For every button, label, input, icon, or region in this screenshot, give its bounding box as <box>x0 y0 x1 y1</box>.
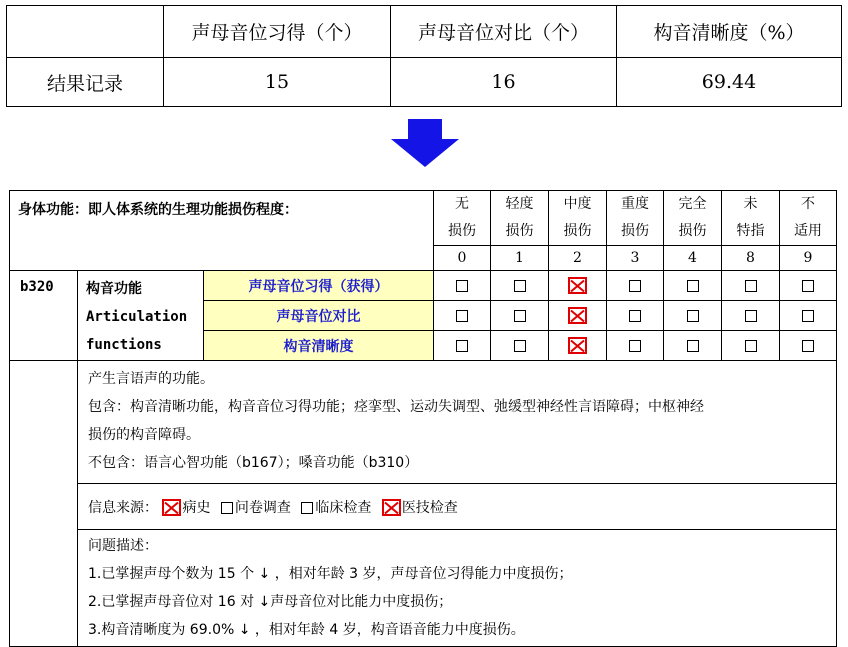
source-questionnaire[interactable]: 问卷调查 <box>221 500 291 516</box>
definition-block <box>78 361 837 484</box>
function-name <box>78 271 204 361</box>
checked-x-icon <box>568 277 587 294</box>
checkbox-con-1[interactable] <box>491 301 549 331</box>
checkbox-cla-2[interactable] <box>549 331 607 361</box>
info-source-label: 信息来源： <box>88 499 158 516</box>
checkbox-acq-4[interactable] <box>664 271 722 301</box>
results-header-empty <box>7 6 164 58</box>
checkbox-acq-0[interactable] <box>434 271 491 301</box>
level-code-3: 3 <box>607 246 664 271</box>
checked-x-icon <box>568 337 587 354</box>
checkbox-icon <box>301 502 313 514</box>
results-table <box>6 5 842 107</box>
assessment-header-title: 身体功能：即人体系统的生理功能损伤程度： <box>10 191 434 271</box>
includes-text-1: 包含：构音清晰功能，构音音位习得功能；痉挛型、运动失调型、弛缓型神经性言语障碍；中枢神经 <box>88 399 704 415</box>
results-header-clarity: 构音清晰度（%） <box>617 6 842 58</box>
checked-x-icon <box>568 307 587 324</box>
checkbox-con-8[interactable] <box>722 301 780 331</box>
level-code-1: 1 <box>491 246 549 271</box>
checkbox-acq-1[interactable] <box>491 271 549 301</box>
checkbox-acq-2[interactable] <box>549 271 607 301</box>
checked-x-icon <box>162 499 181 516</box>
problem-item: 2.已掌握声母音位对 16 对 ↓声母音位对比能力中度损伤； <box>88 594 453 610</box>
checked-x-icon <box>382 499 401 516</box>
function-code: b320 <box>10 271 78 361</box>
level-header-3: 重度 损伤 <box>607 191 664 246</box>
left-blank-cell <box>10 361 78 647</box>
checkbox-acq-3[interactable] <box>607 271 664 301</box>
level-code-4: 4 <box>664 246 722 271</box>
checkbox-icon <box>221 502 233 514</box>
level-code-8: 8 <box>722 246 780 271</box>
checkbox-con-4[interactable] <box>664 301 722 331</box>
checkbox-cla-0[interactable] <box>434 331 491 361</box>
assessment-table <box>9 190 837 647</box>
down-arrow-icon <box>391 119 459 167</box>
item-label-clarity: 构音清晰度 <box>204 331 434 361</box>
level-code-2: 2 <box>549 246 607 271</box>
checkbox-con-0[interactable] <box>434 301 491 331</box>
checkbox-con-3[interactable] <box>607 301 664 331</box>
results-header-acquisition: 声母音位习得（个） <box>164 6 391 58</box>
source-clinical-exam[interactable]: 临床检查 <box>301 500 371 516</box>
problem-item: 3.构音清晰度为 69.0% ↓ ，相对年龄 4 岁，构音语音能力中度损伤。 <box>88 622 525 638</box>
item-label-acquisition: 声母音位习得（获得） <box>204 271 434 301</box>
source-medical-history[interactable]: 病史 <box>162 500 210 516</box>
level-header-0: 无 损伤 <box>434 191 491 246</box>
checkbox-cla-3[interactable] <box>607 331 664 361</box>
results-value-clarity: 69.44 <box>617 58 842 107</box>
definition-text: 产生言语声的功能。 <box>88 371 214 387</box>
function-name-cn: 构音功能 <box>86 281 142 297</box>
level-header-4: 完全 损伤 <box>664 191 722 246</box>
level-header-1: 轻度 损伤 <box>491 191 549 246</box>
problem-item: 1.已掌握声母个数为 15 个 ↓ ，相对年龄 3 岁，声母音位习得能力中度损伤； <box>88 566 573 582</box>
checkbox-cla-9[interactable] <box>780 331 837 361</box>
source-technical-exam[interactable]: 医技检查 <box>382 500 458 516</box>
results-value-acquisition: 15 <box>164 58 391 107</box>
info-source-row <box>78 484 837 530</box>
checkbox-cla-4[interactable] <box>664 331 722 361</box>
results-value-contrast: 16 <box>391 58 617 107</box>
includes-text-2: 损伤的构音障碍。 <box>88 427 200 443</box>
function-name-en-1: Articulation <box>86 309 188 325</box>
level-header-2: 中度 损伤 <box>549 191 607 246</box>
level-header-9: 不 适用 <box>780 191 837 246</box>
checkbox-acq-8[interactable] <box>722 271 780 301</box>
checkbox-cla-1[interactable] <box>491 331 549 361</box>
checkbox-con-9[interactable] <box>780 301 837 331</box>
checkbox-cla-8[interactable] <box>722 331 780 361</box>
checkbox-acq-9[interactable] <box>780 271 837 301</box>
results-row-label: 结果记录 <box>7 58 164 107</box>
excludes-text: 不包含：语言心智功能（b167）；嗓音功能（b310） <box>88 455 419 471</box>
level-code-9: 9 <box>780 246 837 271</box>
function-name-en-2: functions <box>86 337 162 353</box>
item-label-contrast: 声母音位对比 <box>204 301 434 331</box>
results-header-contrast: 声母音位对比（个） <box>391 6 617 58</box>
level-header-8: 未 特指 <box>722 191 780 246</box>
checkbox-con-2[interactable] <box>549 301 607 331</box>
problem-description <box>78 530 837 647</box>
problem-title: 问题描述： <box>88 538 158 554</box>
level-code-0: 0 <box>434 246 491 271</box>
